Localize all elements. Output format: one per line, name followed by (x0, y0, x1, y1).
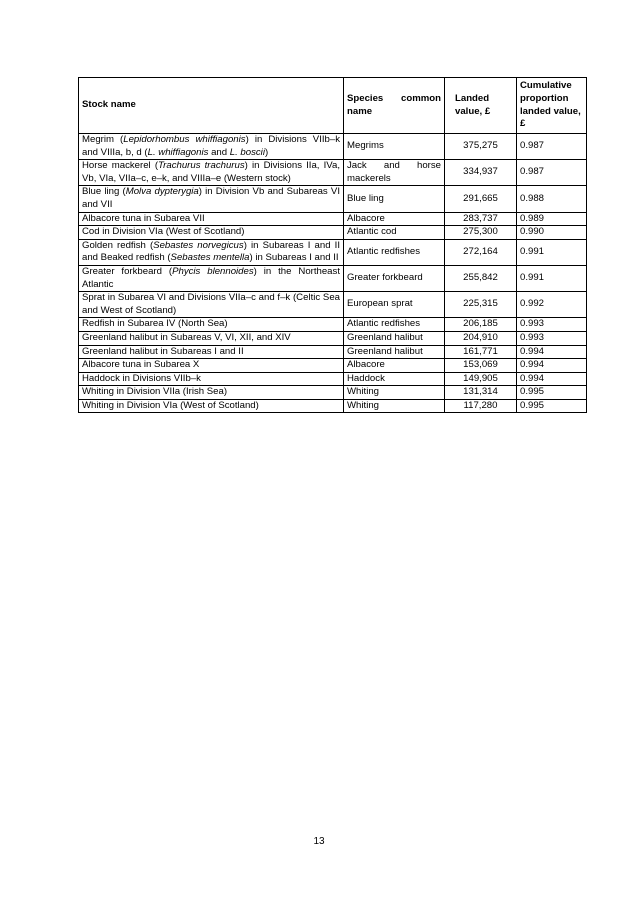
stock-name-cell (79, 292, 344, 318)
stock-name-cell (79, 226, 344, 240)
stock-name-text: Greenland halibut in Subareas V, VI, XII, and XIV (82, 331, 291, 343)
cumulative-proportion-cell: 0.995 (517, 399, 587, 413)
species-common-name-cell: Megrims (344, 134, 445, 160)
species-scientific-name: L. whiffiagonis (147, 146, 209, 158)
cumulative-proportion-cell: 0.991 (517, 265, 587, 291)
stock-name-cell (79, 318, 344, 332)
table-body (79, 134, 587, 413)
stock-name-text: Haddock in Divisions VIIb–k (82, 372, 201, 384)
table-row (79, 160, 587, 186)
table-row (79, 331, 587, 345)
cumulative-proportion-cell: 0.987 (517, 134, 587, 160)
table-row (79, 318, 587, 332)
species-common-name-cell: Jack and horse mackerels (344, 160, 445, 186)
header-landed-value: Landed value, £ (445, 78, 517, 134)
cumulative-proportion-cell: 0.991 (517, 239, 587, 265)
stock-name-text: ) in Division Vb and Subareas VI and VII (82, 186, 340, 210)
species-scientific-name: Phycis blennoides (172, 265, 254, 277)
cumulative-proportion-cell: 0.994 (517, 359, 587, 373)
stock-name-text: ) in the Northeast Atlantic (82, 265, 340, 290)
stock-name-cell (79, 399, 344, 413)
stock-name-text: Cod in Division VIa (West of Scotland) (82, 226, 245, 238)
table-row (79, 226, 587, 240)
species-common-name-cell: Atlantic redfishes (344, 318, 445, 332)
stock-name-text: Whiting in Division VIa (West of Scotland) (82, 399, 259, 411)
landed-value-cell: 275,300 (445, 226, 517, 240)
stock-name-text: Golden redfish ( (82, 239, 154, 251)
page-number: 13 (313, 836, 325, 847)
species-common-name-cell: Greater forkbeard (344, 265, 445, 291)
stock-name-text: and (208, 146, 230, 158)
cumulative-proportion-cell: 0.989 (517, 212, 587, 226)
landed-value-cell: 131,314 (445, 386, 517, 400)
stock-name-text: Whiting in Division VIIa (Irish Sea) (82, 386, 228, 398)
stock-name-cell (79, 186, 344, 212)
stock-name-text: Horse mackerel ( (82, 160, 159, 172)
species-common-name-cell: Haddock (344, 372, 445, 386)
stock-name-text: Blue ling ( (82, 186, 126, 198)
header-row (79, 78, 587, 134)
table-row (79, 399, 587, 413)
landed-value-cell: 272,164 (445, 239, 517, 265)
stock-name-text: Greater forkbeard ( (82, 265, 173, 277)
species-scientific-name: Lepidorhombus whiffiagonis (123, 134, 246, 145)
species-common-name-cell: Blue ling (344, 186, 445, 212)
species-scientific-name: Sebastes mentella (170, 252, 250, 264)
stock-name-cell (79, 239, 344, 265)
table-header (79, 78, 587, 134)
landed-value-cell: 291,665 (445, 186, 517, 212)
table-row (79, 212, 587, 226)
stock-name-text: Albacore tuna in Subarea VII (82, 212, 205, 224)
landed-value-cell: 153,069 (445, 359, 517, 373)
landed-value-cell: 117,280 (445, 399, 517, 413)
table-row (79, 186, 587, 212)
species-common-name-cell: Greenland halibut (344, 331, 445, 345)
landed-value-cell: 255,842 (445, 265, 517, 291)
stock-name-cell (79, 331, 344, 345)
cumulative-proportion-cell: 0.988 (517, 186, 587, 212)
header-cumulative-proportion: Cumulative proportion landed value, £ (517, 78, 587, 134)
cumulative-proportion-cell: 0.992 (517, 292, 587, 318)
stock-name-cell (79, 134, 344, 160)
header-stock-name: Stock name (79, 78, 344, 134)
species-scientific-name: Molva dypterygia (125, 186, 199, 198)
stock-name-cell (79, 160, 344, 186)
cumulative-proportion-cell: 0.990 (517, 226, 587, 240)
species-scientific-name: Trachurus trachurus (158, 160, 245, 172)
cumulative-proportion-cell: 0.995 (517, 386, 587, 400)
table-row (79, 359, 587, 373)
landed-value-cell: 206,185 (445, 318, 517, 332)
species-common-name-cell: Greenland halibut (344, 345, 445, 359)
species-common-name-cell: Atlantic cod (344, 226, 445, 240)
stock-name-text: ) in Divisions VIIb–k and VIIIa, b, d ( (82, 134, 340, 158)
cumulative-proportion-cell: 0.993 (517, 318, 587, 332)
landed-value-cell: 204,910 (445, 331, 517, 345)
stock-name-text: ) in Subareas I and II (249, 252, 339, 264)
stock-name-text: Sprat in Subarea VI and Divisions VIIa–c and f–k (Celtic Sea and West of Scotland) (82, 292, 340, 316)
stock-name-cell (79, 345, 344, 359)
landed-value-cell: 283,737 (445, 212, 517, 226)
landed-value-cell: 149,905 (445, 372, 517, 386)
stock-name-text: Redfish in Subarea IV (North Sea) (82, 318, 228, 330)
cumulative-proportion-cell: 0.994 (517, 345, 587, 359)
landed-value-cell: 225,315 (445, 292, 517, 318)
stock-name-text: Megrim ( (82, 134, 124, 145)
stock-name-text: Greenland halibut in Subareas I and II (82, 345, 244, 357)
table-row (79, 265, 587, 291)
species-common-name-cell: Albacore (344, 359, 445, 373)
landed-value-cell: 161,771 (445, 345, 517, 359)
table-row (79, 134, 587, 160)
species-common-name-cell: Whiting (344, 399, 445, 413)
table-row (79, 292, 587, 318)
table-row (79, 372, 587, 386)
stock-name-cell (79, 212, 344, 226)
species-common-name-cell: Albacore (344, 212, 445, 226)
landed-value-cell: 375,275 (445, 134, 517, 160)
species-common-name-cell: Whiting (344, 386, 445, 400)
species-common-name-cell: European sprat (344, 292, 445, 318)
landed-value-cell: 334,937 (445, 160, 517, 186)
stock-name-cell (79, 372, 344, 386)
stock-name-cell (79, 359, 344, 373)
stock-table (78, 77, 587, 413)
stock-name-text: Albacore tuna in Subarea X (82, 359, 200, 371)
species-common-name-cell: Atlantic redfishes (344, 239, 445, 265)
stock-name-text: ) (264, 146, 269, 158)
cumulative-proportion-cell: 0.993 (517, 331, 587, 345)
table-row (79, 386, 587, 400)
species-scientific-name: Sebastes norvegicus (153, 239, 244, 251)
stock-name-cell (79, 386, 344, 400)
stock-name-text: ) in Subareas I and II and Beaked redfish ( (82, 239, 341, 264)
cumulative-proportion-cell: 0.987 (517, 160, 587, 186)
table-row (79, 239, 587, 265)
table-row (79, 345, 587, 359)
stock-name-text: ) in Divisions IIa, IVa, Vb, VIa, VIIa–c, e–k, and VIIIa–e (Western stock) (82, 160, 340, 184)
species-scientific-name: L. boscii (229, 146, 265, 158)
stock-name-cell (79, 265, 344, 291)
cumulative-proportion-cell: 0.994 (517, 372, 587, 386)
header-species-common-name: Species common name (344, 78, 445, 134)
